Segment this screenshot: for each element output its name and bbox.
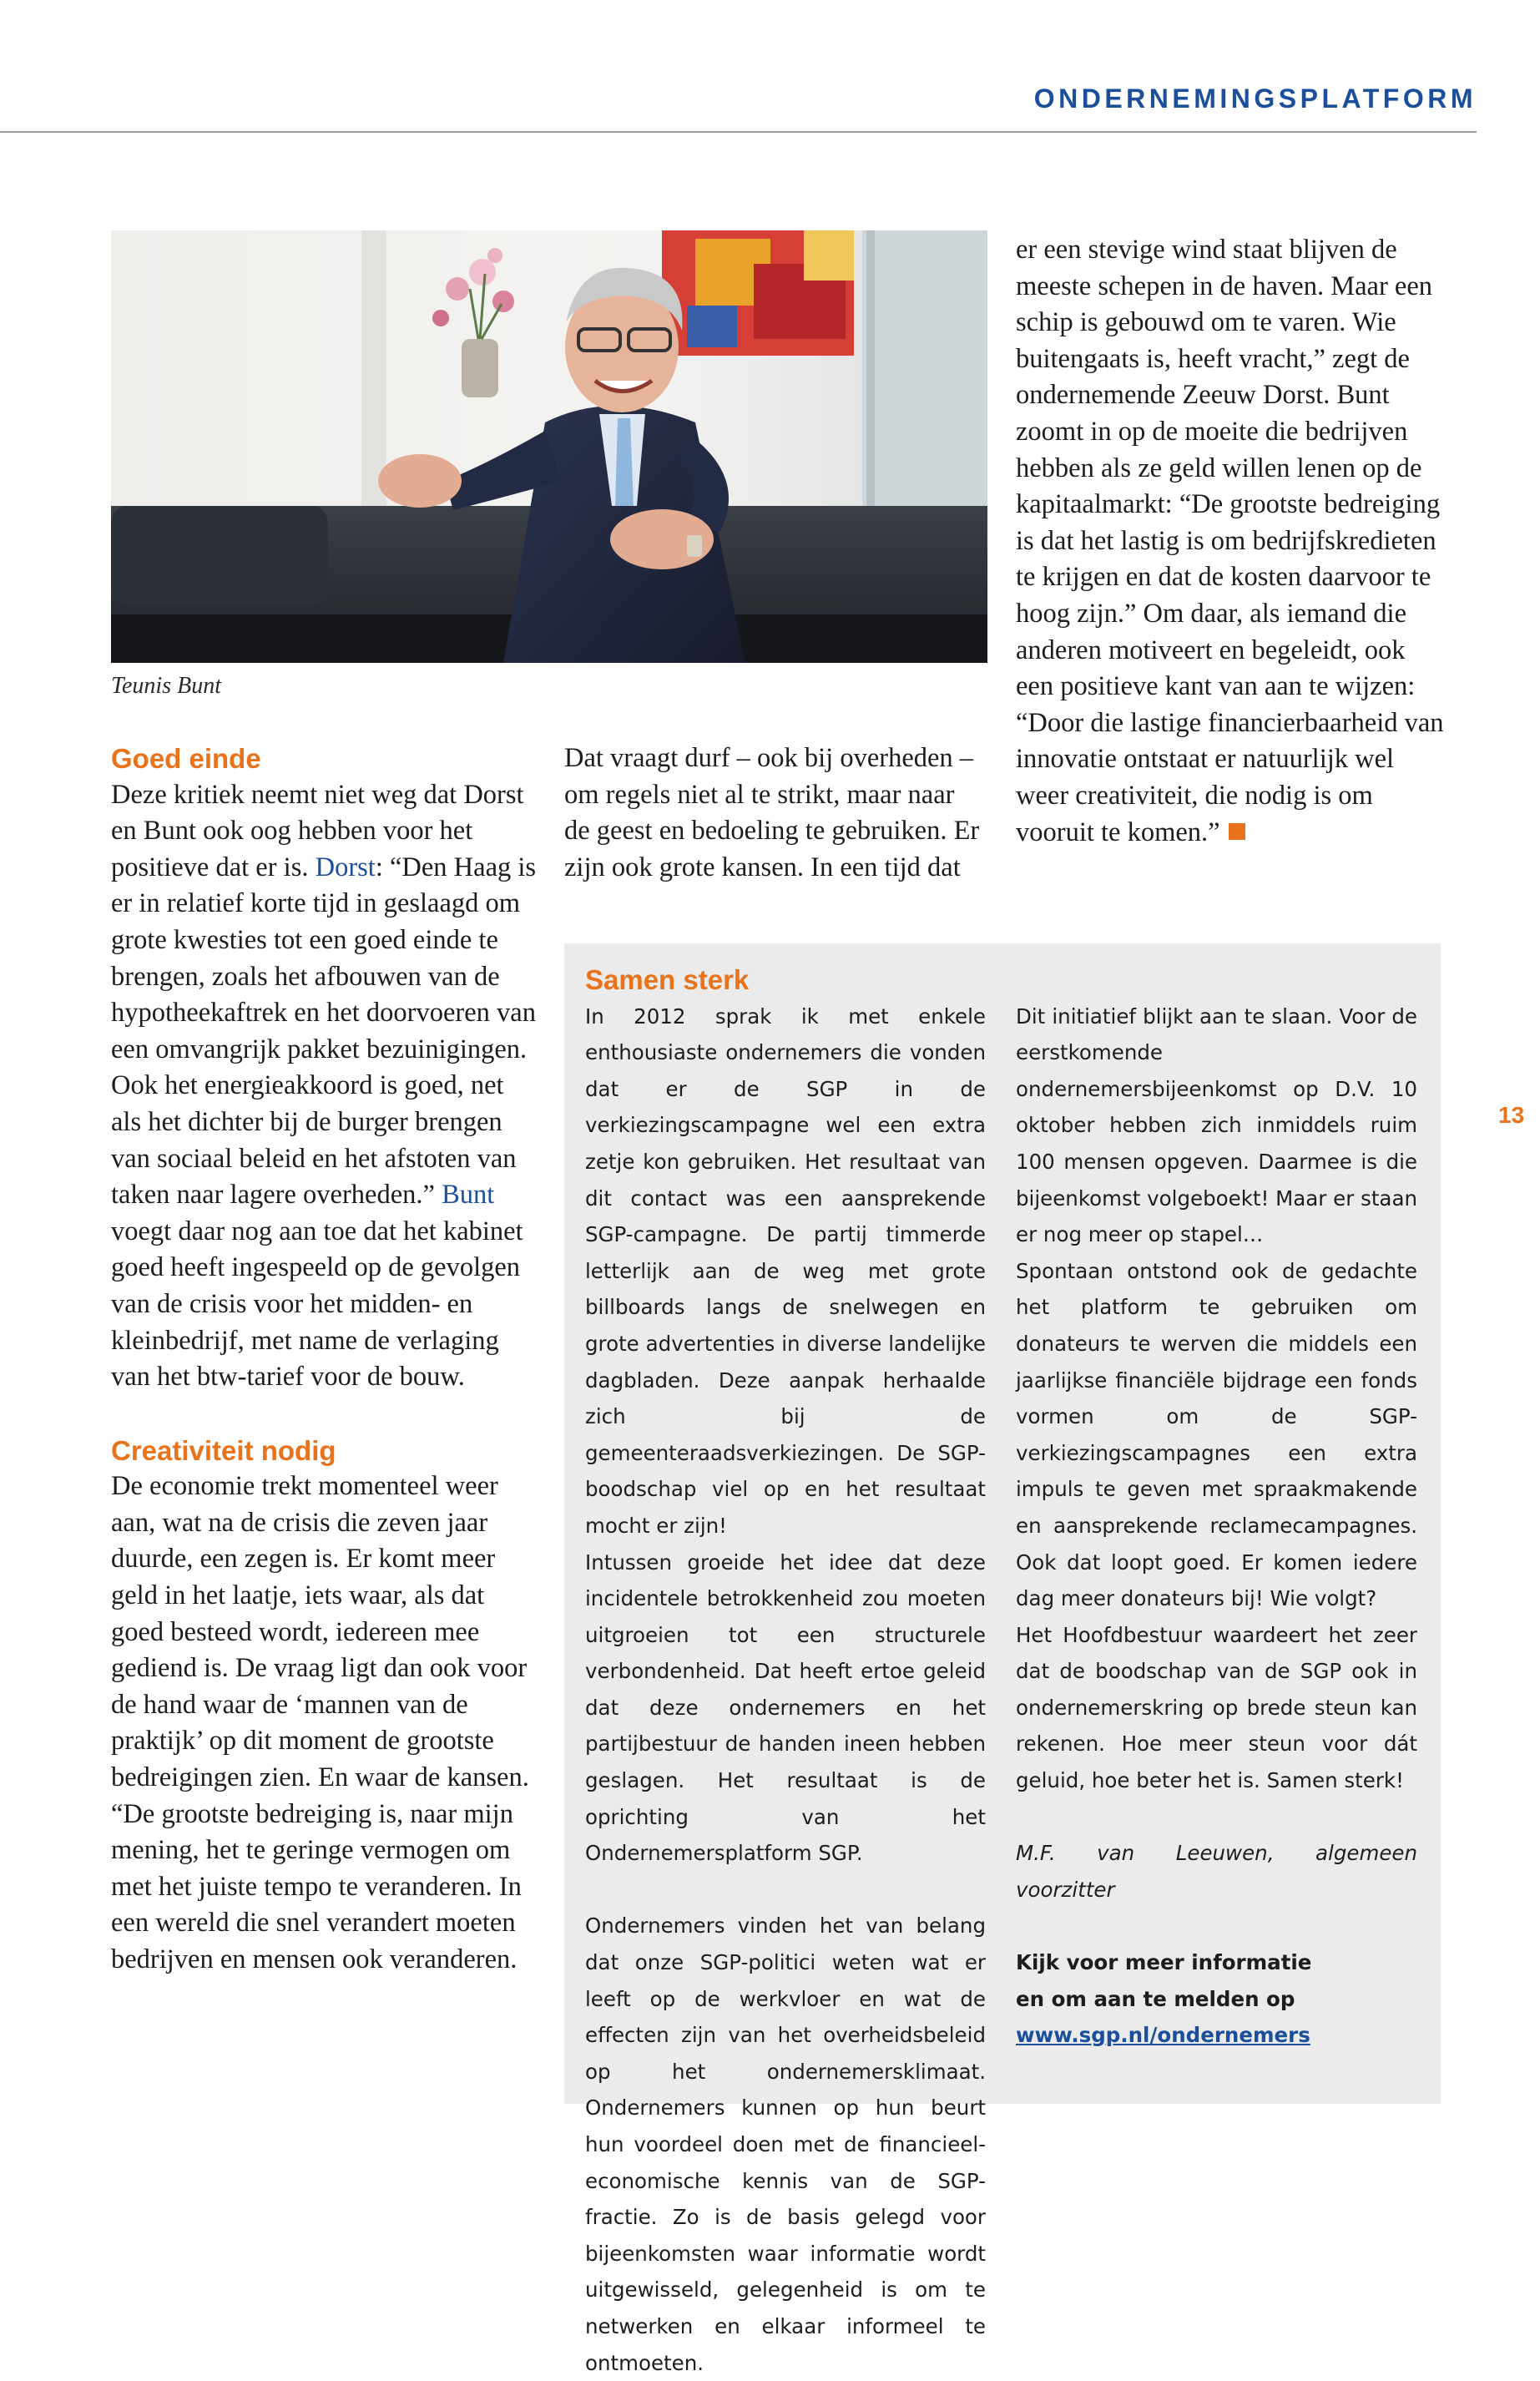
box-paragraph-1: In 2012 sprak ik met enkele enthousiaste ondernemers die vonden dat er de SGP in de verkiezingscampagne wel een extra zetje kon gebruiken. Het resultaat van dit contact was een aansprekende SGP-campagne. De partij timmerde letterlijk aan de weg met grote billboards langs de snelwegen en grote advertenties in diverse landelijke dagbladen. Deze aanpak herhaalde zich bij de gemeenteraadsverkiezingen. De SGP-boodschap viel op en het resultaat mocht er zijn! xyxy=(585,1003,986,1538)
middle-column xyxy=(564,741,986,886)
section-title: ONDERNEMINGSPLATFORM xyxy=(1033,83,1477,114)
cta-line-3 xyxy=(1016,2017,1417,2054)
box-paragraph-3: Ondernemers vinden het van belang dat onze SGP-politici weten wat er leeft op de werkvloer en wat de effecten zijn van het overheidsbeleid op het ondernemersklimaat. Ondernemers kunnen op hun beurt hun voordeel doen met de financieel-economische kennis van de SGP-fractie. Zo is de basis gelegd voor bijeenkomsten waar informatie wordt uitgewisseld, gelegenheid is om te netwerken en elkaar informeel te ontmoeten. xyxy=(585,1913,986,2375)
end-of-article-mark xyxy=(1229,823,1245,840)
speaker-bunt: Bunt xyxy=(442,1180,495,1211)
header-rule xyxy=(0,131,1477,133)
paragraph-bedreiging: “De grootste bedreiging is, naar mijn mening, het te geringe vermogen om met het juiste tempo te veranderen. In een wereld die snel verandert moeten bedrijven en mensen ook veranderen. xyxy=(111,1798,522,1974)
photo-caption: Teunis Bunt xyxy=(111,673,221,699)
sgp-ondernemers-link[interactable]: www.sgp.nl/ondernemers xyxy=(1016,2023,1310,2048)
cta-line-1: Kijk voor meer informatie xyxy=(1016,1950,1312,1975)
speaker-dorst: Dorst xyxy=(315,852,376,882)
cta-line-2: en om aan te melden op xyxy=(1016,1986,1295,2011)
box-paragraph-2: Intussen groeide het idee dat deze incidentele betrokkenheid zou moeten uitgroeien tot een structurele verbondenheid. Dat heeft ertoe geleid dat deze ondernemers en het partijbestuur de handen ineen hebben geslagen. Het resultaat is de oprichting van het Ondernemersplatform SGP. xyxy=(585,1549,986,1866)
box-signature: M.F. van Leeuwen, algemeen voorzitter xyxy=(1016,1841,1417,1902)
heading-creativiteit-nodig: Creativiteit nodig xyxy=(111,1434,336,1466)
info-box-samen-sterk xyxy=(564,943,1441,2375)
article-photo xyxy=(111,230,987,663)
box-paragraph-6: Het Hoofdbestuur waardeert het zeer dat de boodschap van de SGP ook in ondernemerskring op brede steun kan rekenen. Hoe meer steun voor dát geluid, hoe beter het is. Samen sterk! xyxy=(1016,1622,1417,1793)
paragraph-durf: Dat vraagt durf – ook bij overheden – om regels niet al te strikt, maar naar de geest en bedoeling te gebruiken. Er zijn ook grote kansen. In een tijd dat xyxy=(564,743,980,882)
left-column xyxy=(111,741,537,1979)
right-column xyxy=(1016,232,1446,851)
heading-goed-einde: Goed einde xyxy=(111,743,261,774)
box-column-left xyxy=(585,962,986,2381)
paragraph-goed-einde: Deze kritiek neemt niet weg dat Dorst en Bunt ook oog hebben voor het positieve dat er is. Dorst: “Den Haag is er in relatief korte tijd in geslaagd om grote kwesties tot een goed einde te brengen, zoals het afbouwen van de hypotheekaftrek en het doorvoeren van een omvangrijk pakket bezuinigingen. Ook het energieakkoord is goed, net als het dichter bij de burger brengen van sociaal beleid en het afstoten van taken naar lagere overheden.” Bunt voegt daar nog aan toe dat het kabinet goed heeft ingespeeld op de gevolgen van de crisis voor het midden- en kleinbedrijf, met name de verlaging van het btw-tarief voor de bouw. xyxy=(111,779,537,1393)
box-paragraph-4: Dit initiatief blijkt aan te slaan. Voor de eerstkomende ondernemersbijeenkomst op D.V. 10 oktober hebben zich inmiddels ruim 100 mensen opgeven. Daarmee is die bijeenkomst volgeboekt! Maar er staan er nog meer op stapel… xyxy=(1016,1003,1417,1247)
box-column-right xyxy=(1016,962,1417,2054)
box-paragraph-5: Spontaan ontstond ook de gedachte het platform te gebruiken om donateurs te werven die middels een jaarlijkse financiële bijdrage een fonds vormen om de SGP-verkiezingscampagnes een extra impuls te geven met spraakmakende en aansprekende reclamecampagnes. Ook dat loopt goed. Er komen iedere dag meer donateurs bij! Wie volgt? xyxy=(1016,1258,1417,1611)
paragraph-wind: er een stevige wind staat blijven de meeste schepen in de haven. Maar een schip is gebouwd om te varen. Wie buitengaats is, heeft vracht,” zegt de ondernemende Zeeuw Dorst. Bunt zoomt in op de moeite die bedrijven hebben als ze geld willen lenen op de kapitaalmarkt: “De grootste bedreiging is dat het lastig is om bedrijfskredieten te krijgen en dat de kosten daarvoor te hoog zijn.” Om daar, als iemand die anderen motiveert en begeleidt, ook een positieve kant van aan te wijzen: “Door die lastige financierbaarheid van innovatie ontstaat er natuurlijk wel weer creativiteit, die nodig is om vooruit te komen.” xyxy=(1016,235,1444,847)
page-number: 13 xyxy=(1498,1102,1525,1128)
box-heading: Samen sterk xyxy=(585,964,750,995)
paragraph-creativiteit: De economie trekt momenteel weer aan, wat na de crisis die zeven jaar duurde, een zegen is. Er komt meer geld in het laatje, iets waar, als dat goed besteed wordt, iedereen mee gediend is. De vraag ligt dan ook voor de hand waar de ‘mannen van de praktijk’ op dit moment de grootste bedreigingen zien. En waar de kansen. xyxy=(111,1471,529,1793)
